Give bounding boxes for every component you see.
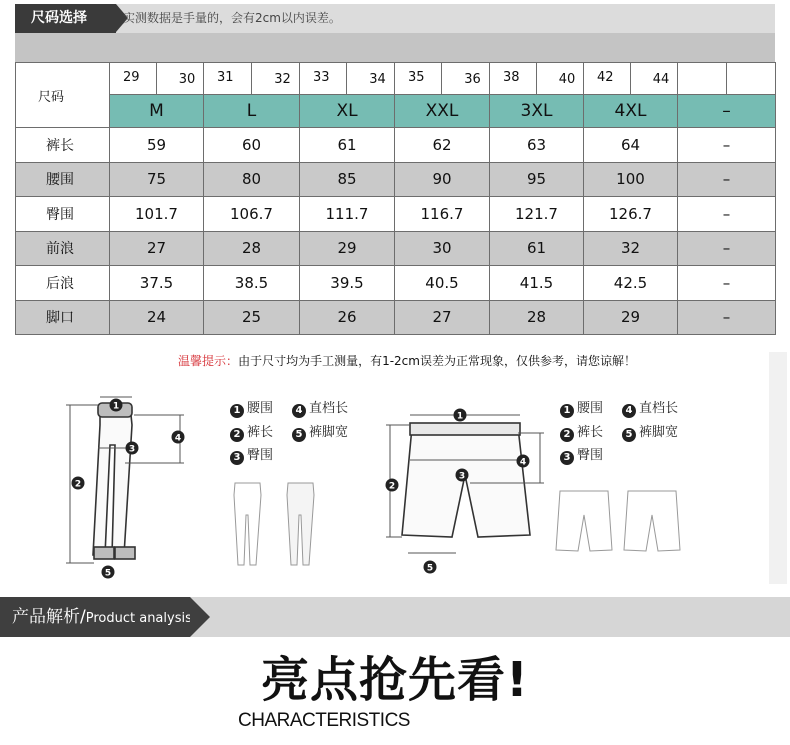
legend-number-icon: 2: [230, 428, 244, 442]
measurement-cell: 28: [490, 300, 584, 335]
measurement-cell: 100: [584, 162, 678, 197]
table-row: [16, 300, 776, 335]
diagram-marker-label: 4: [174, 433, 182, 444]
legend-item: [292, 397, 354, 421]
diagram-marker-label: 5: [104, 568, 112, 579]
legend-label: 腰围: [577, 401, 604, 416]
measurement-cell: 106.7: [204, 197, 300, 232]
waist-number: 30: [157, 63, 204, 95]
legend-item: [230, 397, 292, 421]
size-label: 4XL: [584, 95, 678, 128]
measurement-rows: [16, 128, 776, 335]
waist-number: 38: [490, 63, 537, 95]
measurement-cell: 59: [110, 128, 204, 163]
long-pants-drawing: [93, 403, 135, 559]
measurement-cell: 90: [395, 162, 490, 197]
highlight-subtitle: CHARACTERISTICS: [238, 710, 410, 731]
legend-number-icon: 3: [560, 451, 574, 465]
size-label: XL: [300, 95, 395, 128]
product-analysis-tab: [0, 597, 190, 637]
legend-number-icon: 1: [560, 404, 574, 418]
table-row: [16, 231, 776, 266]
legend-item: [622, 397, 684, 421]
tip-text: 由于尺寸均为手工测量，有1-2cm误差为正常现象，仅供参考，请您谅解！: [238, 354, 636, 368]
waist-number: 35: [395, 63, 442, 95]
highlight-title: 亮点抢先看!: [261, 652, 529, 708]
legend-label: 腰围: [247, 401, 274, 416]
waist-number: 42: [584, 63, 631, 95]
measurement-cell: 24: [110, 300, 204, 335]
size-label: XXL: [395, 95, 490, 128]
legend-label: 裤脚宽: [309, 424, 349, 440]
measurement-cell: 40.5: [395, 266, 490, 301]
header-bar: [15, 4, 775, 33]
shorts-thumbs: [556, 491, 680, 551]
legend-label: 裤长: [247, 424, 274, 440]
legend-number-icon: 5: [292, 428, 306, 442]
measurement-cell: 38.5: [204, 266, 300, 301]
long-pants-thumbs: [234, 483, 314, 565]
diagram-marker-label: 5: [426, 563, 434, 574]
measurement-cell: –: [678, 162, 776, 197]
measurement-cell: 61: [300, 128, 395, 163]
measurement-cell: 28: [204, 231, 300, 266]
waist-number: 29: [110, 63, 157, 95]
legend-number-icon: 4: [292, 404, 306, 418]
diagram-marker-label: 3: [458, 471, 466, 482]
size-label: 3XL: [490, 95, 584, 128]
row-label: 后浪: [16, 266, 110, 301]
size-label: L: [204, 95, 300, 128]
measurement-cell: 62: [395, 128, 490, 163]
diagram-marker-label: 2: [74, 479, 82, 490]
diagram-marker-label: 4: [519, 457, 527, 468]
legend-item: [292, 421, 354, 445]
product-analysis-title-en: Product analysis: [85, 611, 192, 626]
measurement-cell: 111.7: [300, 197, 395, 232]
waist-number: [727, 63, 776, 95]
measurement-cell: 42.5: [584, 266, 678, 301]
size-label-row: [16, 95, 776, 128]
measurement-cell: 41.5: [490, 266, 584, 301]
waist-number: 32: [252, 63, 300, 95]
legend-label: 臀围: [247, 448, 274, 463]
measurement-cell: 126.7: [584, 197, 678, 232]
measurement-tip: [0, 352, 790, 369]
legend-label: 臀围: [577, 448, 604, 463]
measurement-cell: 30: [395, 231, 490, 266]
tip-prefix: 温馨提示：: [178, 354, 239, 368]
measurement-cell: –: [678, 300, 776, 335]
measurement-cell: 101.7: [110, 197, 204, 232]
measurement-cell: –: [678, 197, 776, 232]
measurement-cell: –: [678, 231, 776, 266]
legend-label: 直档长: [639, 401, 679, 416]
waist-number: 36: [442, 63, 490, 95]
measurement-cell: 75: [110, 162, 204, 197]
waist-number-row: [16, 63, 776, 95]
measurement-cell: 64: [584, 128, 678, 163]
legend-left: [230, 397, 370, 468]
waist-number: 44: [631, 63, 678, 95]
legend-item: [560, 421, 622, 445]
product-analysis-bar: [0, 597, 790, 637]
legend-right: [560, 397, 700, 468]
row-label: 腰围: [16, 162, 110, 197]
table-row: [16, 128, 776, 163]
legend-item: [560, 444, 622, 468]
legend-item: [230, 444, 292, 468]
diagram-marker-label: 2: [388, 481, 396, 492]
measurement-cell: 85: [300, 162, 395, 197]
diagram-marker-label: 1: [112, 401, 120, 412]
measurement-cell: 25: [204, 300, 300, 335]
measurement-cell: 61: [490, 231, 584, 266]
measurement-cell: 27: [110, 231, 204, 266]
measurement-cell: 80: [204, 162, 300, 197]
size-chart-table: [15, 62, 776, 335]
legend-label: 裤长: [577, 424, 604, 440]
table-row: [16, 197, 776, 232]
row-label: 臀围: [16, 197, 110, 232]
measurement-cell: 29: [300, 231, 395, 266]
measurement-cell: 39.5: [300, 266, 395, 301]
measurement-cell: 29: [584, 300, 678, 335]
waist-number: 33: [300, 63, 347, 95]
size-selection-tab: 尺码选择: [15, 4, 116, 33]
legend-number-icon: 5: [622, 428, 636, 442]
size-label: M: [110, 95, 204, 128]
measurement-cell: 121.7: [490, 197, 584, 232]
legend-number-icon: 1: [230, 404, 244, 418]
legend-label: 直档长: [309, 401, 349, 416]
measurement-cell: 95: [490, 162, 584, 197]
measurement-cell: 116.7: [395, 197, 490, 232]
measurement-cell: –: [678, 266, 776, 301]
table-row: [16, 266, 776, 301]
row-label: 脚口: [16, 300, 110, 335]
table-row: [16, 162, 776, 197]
legend-item: [560, 397, 622, 421]
waist-number: 34: [347, 63, 395, 95]
legend-number-icon: 3: [230, 451, 244, 465]
measurement-cell: 63: [490, 128, 584, 163]
measurement-cell: 27: [395, 300, 490, 335]
legend-item: [230, 421, 292, 445]
size-corner-label: 尺码: [16, 63, 110, 128]
measurement-cell: 26: [300, 300, 395, 335]
waist-number: [678, 63, 727, 95]
legend-item: [622, 421, 684, 445]
size-label: –: [678, 95, 776, 128]
diagram-side-panel: [769, 352, 787, 584]
waist-number: 31: [204, 63, 252, 95]
legend-number-icon: 2: [560, 428, 574, 442]
measurement-note: 实测数据是手量的，会有2cm以内误差。: [123, 11, 341, 25]
row-label: 裤长: [16, 128, 110, 163]
header-sub-bar: [15, 33, 775, 62]
waist-number: 40: [537, 63, 584, 95]
measurement-cell: 37.5: [110, 266, 204, 301]
diagram-marker-label: 3: [128, 444, 136, 455]
diagram-marker-label: 1: [456, 411, 464, 422]
product-analysis-title-zh: 产品解析/: [12, 607, 86, 627]
row-label: 前浪: [16, 231, 110, 266]
legend-label: 裤脚宽: [639, 424, 679, 440]
measurement-cell: 32: [584, 231, 678, 266]
measurement-cell: –: [678, 128, 776, 163]
highlight-heading: [0, 650, 790, 731]
measurement-cell: 60: [204, 128, 300, 163]
legend-number-icon: 4: [622, 404, 636, 418]
